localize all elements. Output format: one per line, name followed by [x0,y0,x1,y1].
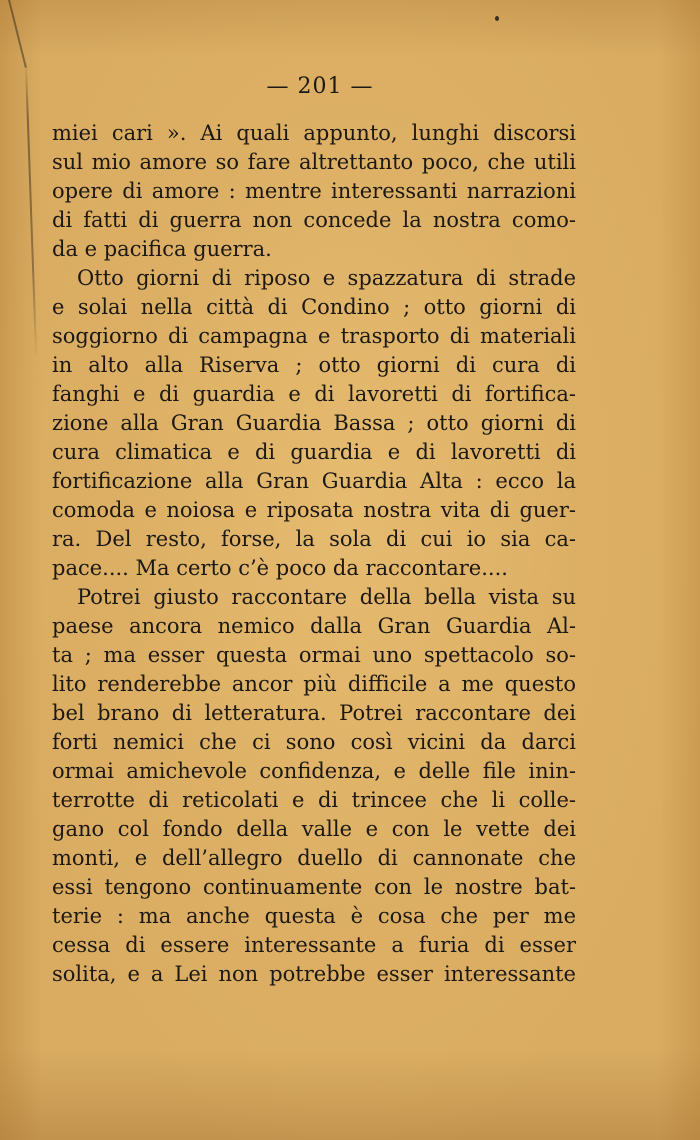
text-line: in alto alla Riserva ; otto giorni di cura di [52,353,576,377]
text-line: e solai nella città di Condino ; otto giorni di [52,295,576,319]
text-line: opere di amore : mentre interessanti narrazioni [52,179,576,203]
text-line: da e pacifica guerra. [52,237,272,261]
text-line: fortificazione alla Gran Guardia Alta : ecco la [52,469,576,493]
text-line: Potrei giusto raccontare della bella vista su [77,585,576,609]
text-line: paese ancora nemico dalla Gran Guardia Al- [52,614,576,638]
text-line: bel brano di letteratura. Potrei raccontare dei [52,701,576,725]
body-text [52,119,576,989]
text-line: ra. Del resto, forse, la sola di cui io sia ca- [52,527,576,551]
text-line: comoda e noiosa e riposata nostra vita di guer- [52,498,576,522]
text-line: miei cari ». Ai quali appunto, lunghi discorsi [52,121,576,145]
text-line: solita, e a Lei non potrebbe esser interessante [52,962,576,986]
text-line: zione alla Gran Guardia Bassa ; otto giorni di [52,411,576,435]
text-line: gano col fondo della valle e con le vette dei [52,817,576,841]
text-line: sul mio amore so fare altrettanto poco, che utili [52,150,576,174]
text-line: monti, e dell’allegro duello di cannonate che [52,846,576,870]
text-line: cessa di essere interessante a furia di esser [52,933,576,957]
text-line: cura climatica e di guardia e di lavoretti di [52,440,576,464]
text-line: soggiorno di campagna e trasporto di materiali [52,324,576,348]
text-line: essi tengono continuamente con le nostre bat- [52,875,576,899]
text-line: pace.... Ma certo c’è poco da raccontare.... [52,556,508,580]
gutter-shadow [25,60,37,360]
text-line: di fatti di guerra non concede la nostra como- [52,208,576,232]
text-line: terie : ma anche questa è cosa che per me [52,904,576,928]
text-line: lito renderebbe ancor più difficile a me questo [52,672,576,696]
text-line: terrotte di reticolati e di trincee che li colle- [52,788,576,812]
page-edge-mark [8,0,27,68]
text-line: fanghi e di guardia e di lavoretti di fortifica- [52,382,576,406]
text-line: ormai amichevole confidenza, e delle file inin- [52,759,576,783]
text-line: forti nemici che ci sono così vicini da darci [52,730,576,754]
text-line: ta ; ma esser questa ormai uno spettacolo so- [52,643,576,667]
text-line: Otto giorni di riposo e spazzatura di strade [77,266,576,290]
paper-speck [495,16,499,21]
page-number: — 201 — [266,74,374,99]
